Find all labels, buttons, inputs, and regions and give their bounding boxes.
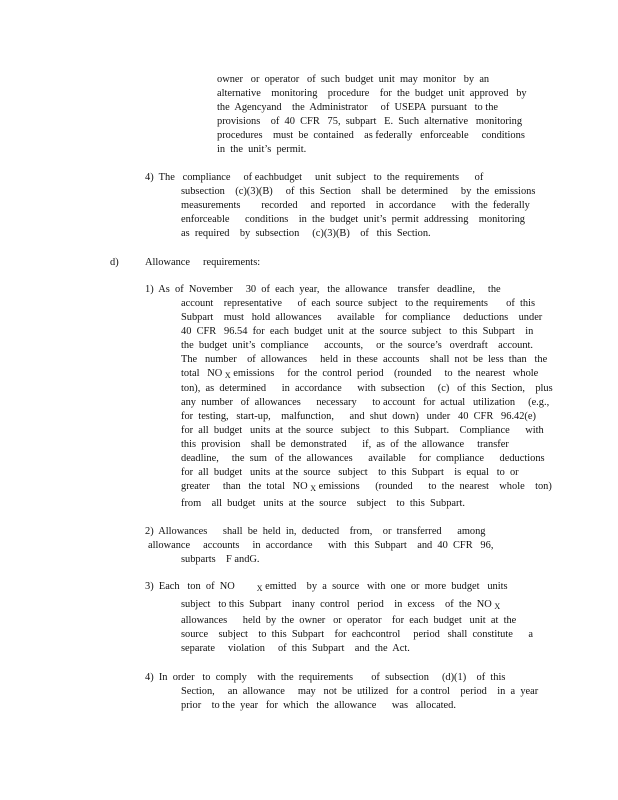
body-line: enforceable conditions in the budget unit’s permit addressing monitoring [181, 214, 525, 225]
body-line: for all budget units at the source subject to this Subpart is equal to or [181, 467, 519, 478]
subscript: X [310, 484, 317, 493]
body-line: allowances held by the owner or operator for each budget unit at the [181, 615, 517, 626]
body-line: for testing, start-up, malfunction, and shut down) under 40 CFR 96.42(e) [181, 411, 536, 422]
text-run: emissions (rounded to the nearest whole ton) [316, 481, 552, 492]
text-run: emissions for the control period (rounded to the nearest whole [230, 368, 539, 379]
body-line-nox [181, 598, 500, 611]
body-line: 40 CFR 96.54 for each budget unit at the source subject to this Subpart in [181, 326, 534, 337]
body-line: Subpart must hold allowances available for compliance deductions under [181, 312, 543, 323]
body-line-nox [181, 480, 552, 493]
body-line: alternative monitoring procedure for the budget unit approved by [217, 88, 527, 99]
subscript: X [224, 371, 231, 380]
body-line: prior to the year for which the allowance was allocated. [181, 700, 456, 711]
item-d1-first-line: 1) As of November 30 of each year, the allowance transfer deadline, the [145, 284, 501, 295]
body-line: from all budget units at the source subject to this Subpart. [181, 498, 465, 509]
section-d-heading: Allowance requirements: [145, 257, 261, 268]
text-run: greater than the total NO [181, 481, 311, 492]
body-line: source subject to this Subpart for eachcontrol period shall constitute a [181, 629, 534, 640]
body-line-nox [181, 367, 538, 380]
item-4-first-line: 4) The compliance of eachbudget unit subject to the requirements of [145, 172, 484, 183]
body-line: owner or operator of such budget unit may monitor by an [217, 74, 490, 85]
body-line: the budget unit’s compliance accounts, or the source’s overdraft account. [181, 340, 534, 351]
item-d4-first-line: 4) In order to comply with the requirements of subsection (d)(1) of this [145, 672, 506, 683]
text-run: 3) Each ton of NO [145, 581, 235, 592]
body-line: the Agencyand the Administrator of USEPA pursuant to the [217, 102, 499, 113]
body-line: separate violation of this Subpart and the Act. [181, 643, 410, 654]
body-line: Section, an allowance may not be utilized for a control period in a year [181, 686, 539, 697]
body-line: any number of allowances necessary to account for actual utilization (e.g., [181, 397, 550, 408]
subscript: X [256, 584, 263, 593]
body-line: The number of allowances held in these accounts shall not be less than the [181, 354, 548, 365]
body-line: procedures must be contained as federally enforceable conditions [217, 130, 525, 141]
body-line: deadline, the sum of the allowances available for compliance deductions [181, 453, 545, 464]
item-d2-first-line: 2) Allowances shall be held in, deducted from, or transferred among [145, 526, 486, 537]
body-line: account representative of each source subject to the requirements of this [181, 298, 536, 309]
body-line: for all budget units at the source subject to this Subpart. Compliance with [181, 425, 544, 436]
body-line: provisions of 40 CFR 75, subpart E. Such alternative monitoring [217, 116, 523, 127]
text-run: emitted by a source with one or more budget units [262, 581, 508, 592]
body-line: ton), as determined in accordance with subsection (c) of this Section, plus [181, 383, 553, 394]
body-line: subparts F andG. [181, 554, 260, 565]
body-line: allowance accounts in accordance with this Subpart and 40 CFR 96, [148, 540, 494, 551]
text-run: total NO [181, 368, 225, 379]
subscript: X [494, 602, 501, 611]
body-line: measurements recorded and reported in accordance with the federally [181, 200, 530, 211]
section-d-label: d) [110, 257, 119, 268]
body-line: this provision shall be demonstrated if, as of the allowance transfer [181, 439, 509, 450]
body-line: as required by subsection (c)(3)(B) of this Section. [181, 228, 431, 239]
body-line: subsection (c)(3)(B) of this Section shall be determined by the emissions [181, 186, 536, 197]
text-run: subject to this Subpart inany control period in excess of the NO [181, 599, 495, 610]
body-line: in the unit’s permit. [217, 144, 307, 155]
item-d3-first-line [145, 580, 508, 593]
